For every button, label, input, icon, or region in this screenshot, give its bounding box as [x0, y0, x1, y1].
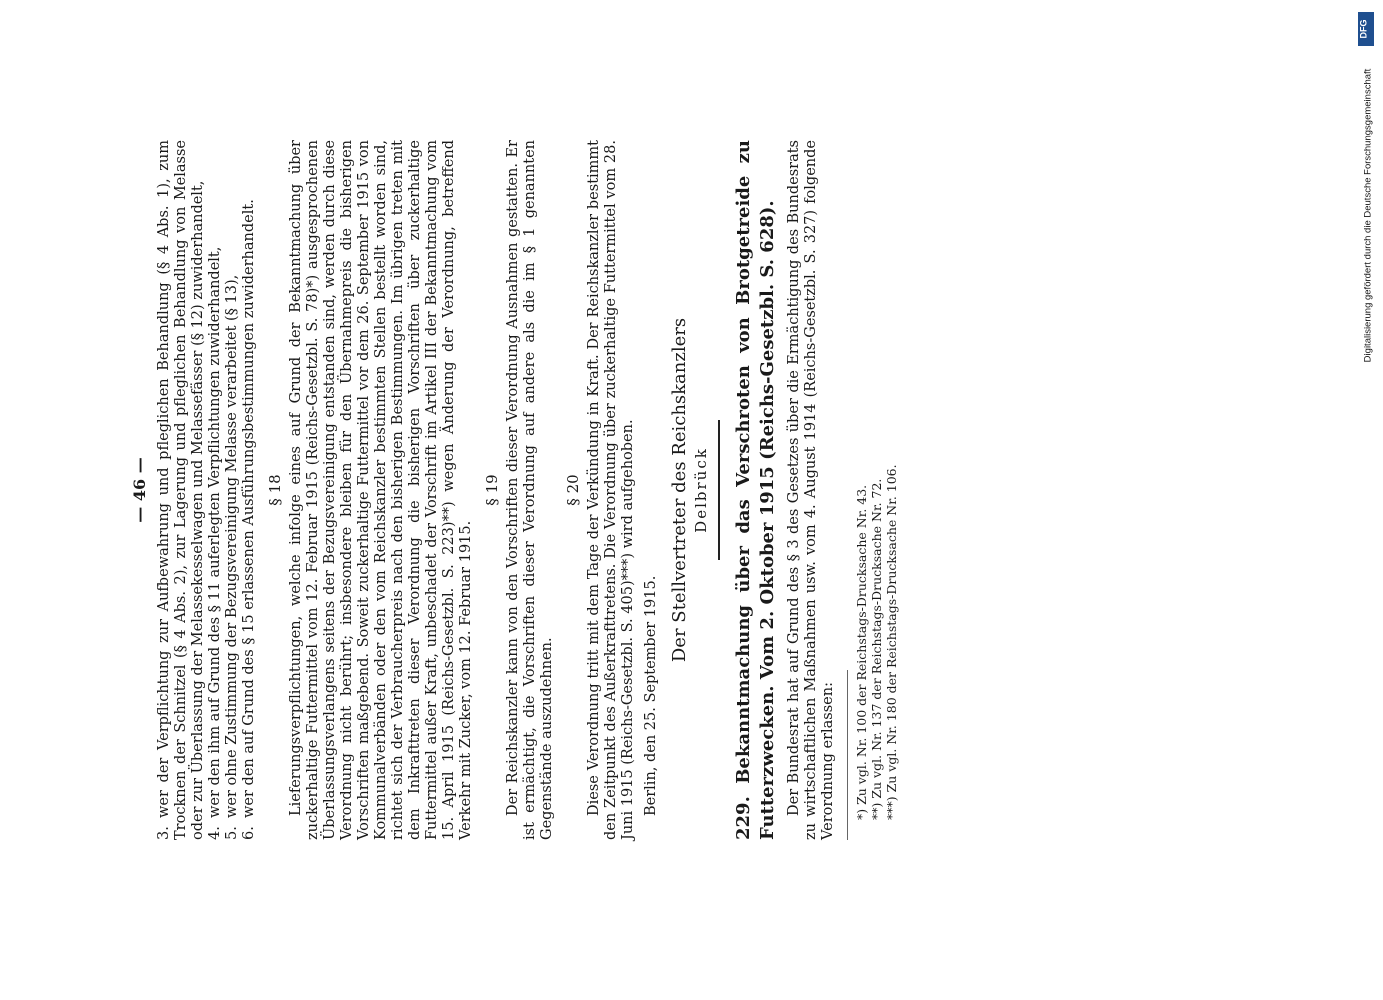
dateline: Berlin, den 25. September 1915.: [643, 575, 659, 816]
list-item: 4.wer den ihm auf Grund des § 11 auferlegten Verpflichtungen zuwiderhandelt,: [207, 246, 223, 840]
section-text: Diese Verordnung tritt mit dem Tage der Verkündung in Kraft. Der Reichskanzler bestimmt den Zeitpunkt des Außerkrafttretens. Die Verordnung über zuckerhaltige Futtermittel vom 28. Juni 1915 (Reichs-Gesetzbl. S. 405)***) wird aufgehoben.: [586, 140, 636, 840]
footnote: *) Zu vgl. Nr. 100 der Reichstags-Drucksache Nr. 43.: [854, 484, 869, 820]
dfg-logo: DFG: [1358, 12, 1374, 46]
divider: [718, 420, 720, 560]
section-text: Lieferungsverpflichtungen, welche infolge eines auf Grund der Bekanntmachung über zuckerhaltige Futtermittel vom 12. Februar 1915 (Reichs-Gesetzbl. S. 78)*) ausgesprochenen Überlassungsverlangens seitens der Bezugsvereinigung entstanden sind, werden durch diese Verordnung nicht berührt; insbesondere bleiben für den Übernahmepreis die bisherigen Vorschriften maßgebend. Soweit zuckerhaltige Futtermittel vor dem 26. September 1915 von Kommunalverbänden oder den vom Reichskanzler bestimmten Stellen bestellt worden sind, richtet sich der Verbraucherpreis nach den bisherigen Bestimmungen. Im übrigen treten mit dem Inkrafttreten dieser Verordnung die bisherigen Vorschriften über zuckerhaltige Futtermittel außer Kraft, unbeschadet der Vorschrift im Artikel III der Bekanntmachung vom 15. April 1915 (Reichs-Gesetzbl. S. 223)**) wegen Änderung der Verordnung, betreffend Verkehr mit Zucker, vom 12. Februar 1915.: [288, 140, 474, 840]
list-item: 5.wer ohne Zustimmung der Bezugsvereinigung Melasse verarbeitet (§ 13),: [224, 274, 240, 840]
section-heading: § 18: [266, 474, 284, 506]
item-list: [156, 140, 258, 840]
section-heading: § 20: [564, 474, 582, 506]
signature-name: Delbrück: [692, 447, 710, 533]
page-number: — 46 —: [130, 457, 149, 523]
page-content: [130, 140, 899, 840]
signature-title: Der Stellvertreter des Reichskanzlers: [669, 317, 690, 663]
announcement-intro: Der Bundesrat hat auf Grund des § 3 des Gesetzes über die Ermächtigung des Bundesrats zu wirtschaftlichen Maßnahmen usw. vom 4. August 1914 (Reichs-Gesetzbl. S. 327) folgende Verordnung erlassen:: [786, 140, 836, 840]
section-heading: § 19: [483, 474, 501, 506]
dfg-sidebar: [1356, 10, 1376, 390]
footnote: **) Zu vgl. Nr. 137 der Reichstags-Drucksache Nr. 72.: [869, 478, 884, 820]
section-text: Der Reichskanzler kann von den Vorschriften dieser Verordnung Ausnahmen gestatten. Er ist ermächtigt, die Vorschriften dieser Verordnung auf andere als die im § 1 genannten Gegenstände auszudehnen.: [505, 140, 555, 840]
list-item: 3.wer der Verpflichtung zur Aufbewahrung und pfleglichen Behandlung (§ 4 Abs. 1), zum Trocknen der Schnitzel (§ 4 Abs. 2), zur Lagerung und pfleglichen Behandlung von Melasse oder zur Überlassung der Melassekesselwagen und Melassefässer (§ 12) zuwiderhandelt,: [156, 140, 206, 840]
rotated-text-block: [130, 140, 1230, 840]
footnote-divider: [847, 670, 848, 840]
footnote: ***) Zu vgl. Nr. 180 der Reichstags-Drucksache Nr. 106.: [884, 464, 899, 820]
announcement-heading: 229. Bekanntmachung über das Verschroten von Brotgetreide zu Futterzwecken. Vom 2. Oktober 1915 (Reichs-Gesetzbl. S. 628).: [733, 140, 778, 840]
dfg-credit-text: Digitalisierung gefördert durch die Deutsche Forschungsgemeinschaft: [1362, 68, 1374, 363]
list-item: 6.wer den auf Grund des § 15 erlassenen Ausführungsbestimmungen zuwiderhandelt.: [241, 199, 257, 840]
